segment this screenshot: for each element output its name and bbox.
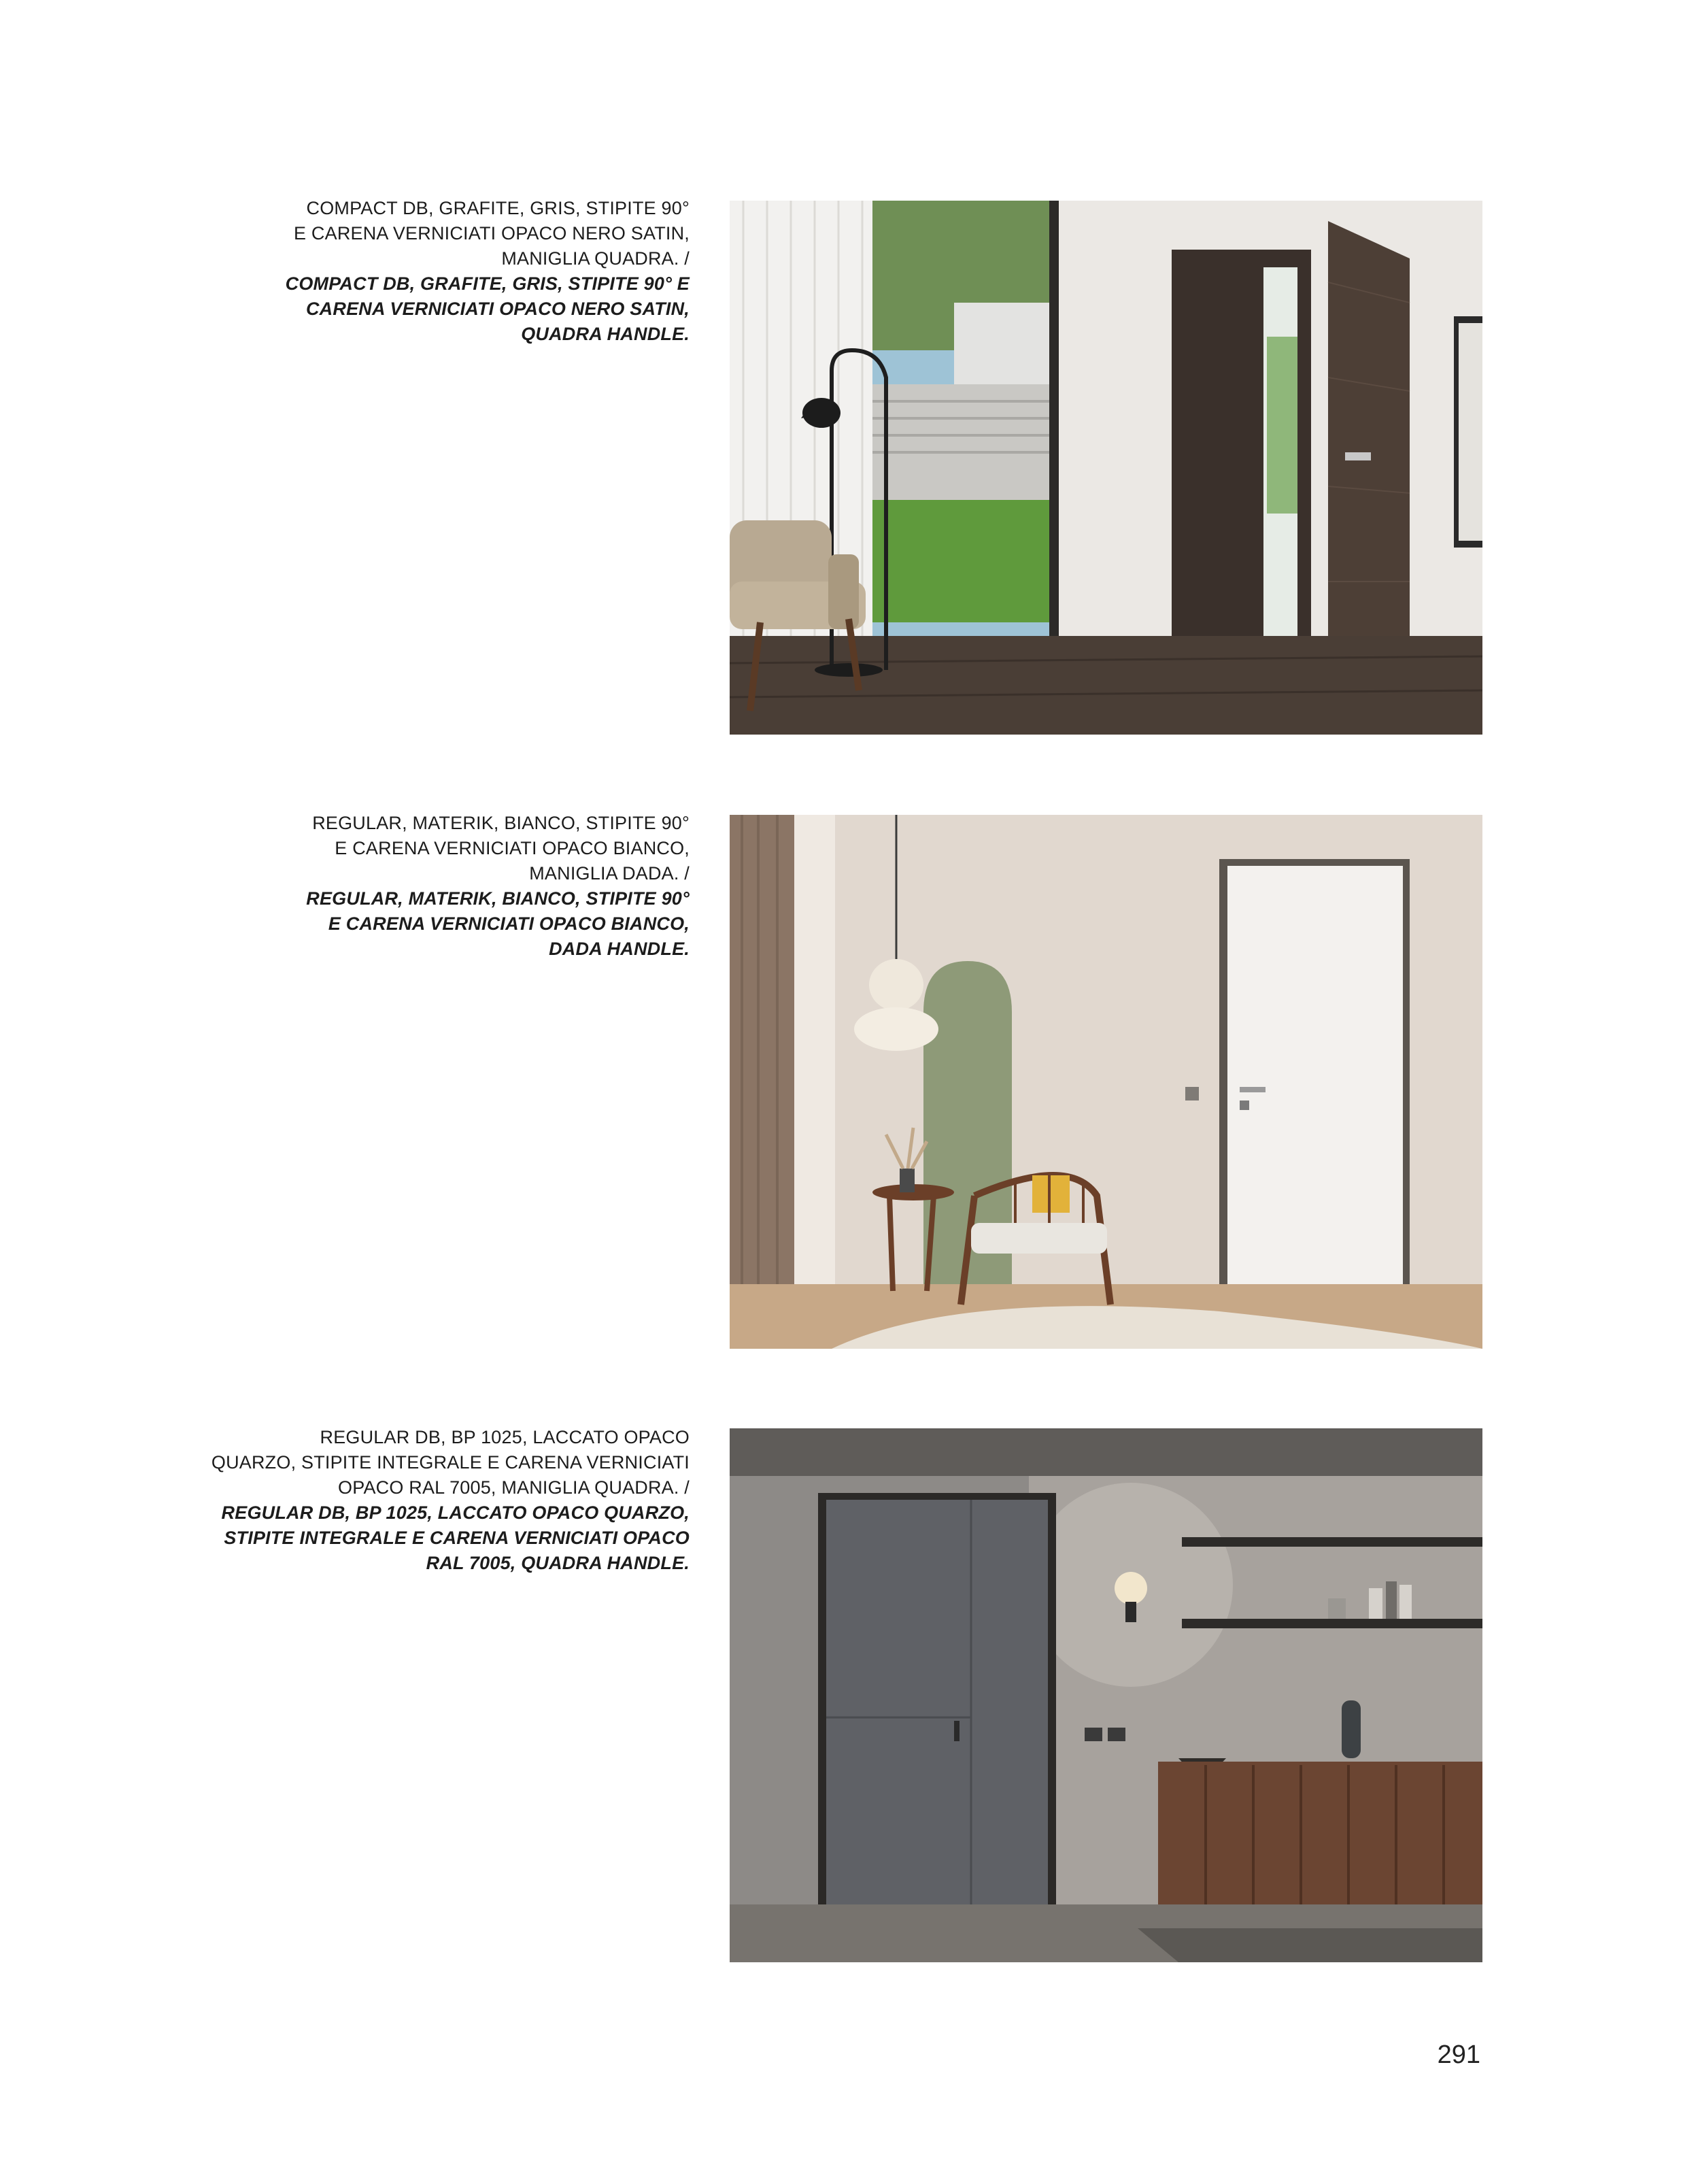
photo-regular-db-grey-door bbox=[730, 1428, 1482, 1962]
caption-3 bbox=[78, 1425, 690, 1576]
caption-line-translation: COMPACT DB, GRAFITE, GRIS, STIPITE 90° E bbox=[285, 273, 690, 294]
photo-regular-white-door bbox=[730, 815, 1482, 1349]
caption-1 bbox=[78, 196, 690, 347]
caption-line: MANIGLIA DADA. / bbox=[529, 863, 690, 884]
page-number: 291 bbox=[1437, 2040, 1480, 2069]
caption-line-translation: QUADRA HANDLE. bbox=[521, 324, 690, 344]
caption-line-translation: REGULAR, MATERIK, BIANCO, STIPITE 90° bbox=[306, 888, 690, 909]
caption-line-translation: CARENA VERNICIATI OPACO NERO SATIN, bbox=[305, 299, 690, 319]
photo-compact-db-door bbox=[730, 201, 1482, 735]
caption-line: REGULAR, MATERIK, BIANCO, STIPITE 90° bbox=[312, 813, 690, 833]
caption-line-translation: STIPITE INTEGRALE E CARENA VERNICIATI OPACO bbox=[224, 1528, 690, 1548]
caption-line-translation: E CARENA VERNICIATI OPACO BIANCO, bbox=[328, 913, 690, 934]
caption-line-translation: REGULAR DB, BP 1025, LACCATO OPACO QUARZO, bbox=[221, 1502, 690, 1523]
caption-line: QUARZO, STIPITE INTEGRALE E CARENA VERNICIATI bbox=[211, 1452, 690, 1473]
caption-line: REGULAR DB, BP 1025, LACCATO OPACO bbox=[320, 1427, 690, 1447]
caption-line-translation: RAL 7005, QUADRA HANDLE. bbox=[426, 1553, 690, 1573]
caption-line-translation: DADA HANDLE. bbox=[549, 939, 690, 959]
caption-line: E CARENA VERNICIATI OPACO NERO SATIN, bbox=[294, 223, 690, 243]
caption-line: OPACO RAL 7005, MANIGLIA QUADRA. / bbox=[338, 1477, 690, 1498]
caption-2 bbox=[78, 811, 690, 962]
caption-line: E CARENA VERNICIATI OPACO BIANCO, bbox=[335, 838, 690, 858]
caption-line: COMPACT DB, GRAFITE, GRIS, STIPITE 90° bbox=[306, 198, 690, 218]
caption-line: MANIGLIA QUADRA. / bbox=[501, 248, 690, 269]
